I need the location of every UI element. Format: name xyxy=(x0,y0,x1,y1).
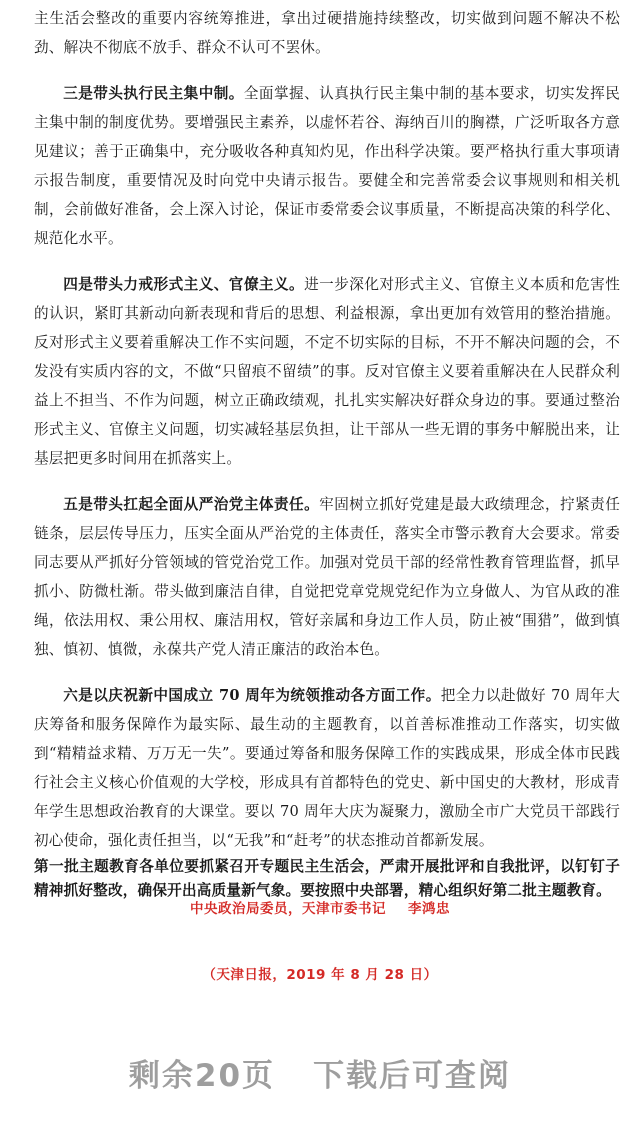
paragraph-continued: 主生活会整改的重要内容统筹推进，拿出过硬措施持续整改，切实做到问题不解决不松劲、解决不彻底不放手、群众不认可不罢休。 xyxy=(34,10,620,56)
paragraph-heading: 五是带头扛起全面从严治党主体责任。 xyxy=(63,496,320,513)
paragraph-70th-anniversary xyxy=(34,681,620,855)
paragraph-party-discipline xyxy=(34,490,620,664)
download-banner[interactable] xyxy=(0,1050,640,1095)
paragraph-formalism xyxy=(34,270,620,473)
closing-paragraph: 第一批主题教育各单位要抓紧召开专题民主生活会，严肃开展批评和自我批评，以钉钉子精神抓好整改，确保开出高质量新气象。要按照中央部署，精心组织好第二批主题教育。 xyxy=(34,858,620,899)
remaining-pages-label: 剩余20页 xyxy=(128,1058,276,1094)
paragraph-heading: 四是带头力戒形式主义、官僚主义。 xyxy=(63,276,305,293)
paragraph-heading: 六是以庆祝新中国成立 70 周年为统领推动各方面工作。 xyxy=(63,687,441,704)
paragraph-text: 进一步深化对形式主义、官僚主义本质和危害性的认识，紧盯其新动向新表现和背后的思想、利益根源，拿出更加有效管用的整治措施。反对形式主义要着重解决工作不实问题，不定不切实际的目标，不开不解决问题的会，不发没有实质内容的文，不做“只留痕不留绩”的事。反对官僚主义要着重解决在人民群众利益上不担当、不作为问题，树立正确政绩观，扎扎实实解决好群众身边的事。要通过整治形式主义、官僚主义问题，切实减轻基层负担，让干部从一些无谓的事务中解脱出来，让基层把更多时间用在抓落实上。 xyxy=(34,276,621,467)
document-body xyxy=(34,4,620,903)
paragraph-heading: 三是带头执行民主集中制。 xyxy=(63,85,244,102)
author-name: 李鸿忠 xyxy=(408,901,450,917)
download-to-view-label[interactable]: 下载后可查阅 xyxy=(313,1058,512,1094)
paragraph-text: 把全力以赴做好 70 周年大庆筹备和服务保障作为最实际、最生动的主题教育，以首善标准推动工作落实，切实做到“精精益求精、万万无一失”。要通过筹备和服务保障工作的实践成果，形成全体市民践行社会主义核心价值观的大学校，形成具有首都特色的党史、新中国史的大教材，形成青年学生思想政治教育的大课堂。要以 70 周年大庆为凝聚力，激励全市广大党员干部践行初心使命，强化责任担当，以“无我”和“赶考”的状态推动首都新发展。 xyxy=(34,687,620,849)
paragraph-democratic-centralism xyxy=(34,79,620,253)
author-signature xyxy=(0,897,640,917)
paragraph-text: 全面掌握、认真执行民主集中制的基本要求，切实发挥民主集中制的制度优势。要增强民主素养，以虚怀若谷、海纳百川的胸襟，广泛听取各方意见建议；善于正确集中，充分吸收各种真知灼见，作出科学决策。要严格执行重大事项请示报告制度，重要情况及时向党中央请示报告。要健全和完善常委会议事规则和相关机制，会前做好准备，会上深入讨论，保证市委常委会议事质量，不断提高决策的科学化、规范化水平。 xyxy=(34,85,620,247)
source-citation: （天津日报，2019 年 8 月 28 日） xyxy=(202,967,438,983)
paragraph-text: 牢固树立抓好党建是最大政绩理念，拧紧责任链条，层层传导压力，压实全面从严治党的主体责任，落实全市警示教育大会要求。常委同志要从严抓好分管领域的管党治党工作。加强对党员干部的经常性教育管理监督，抓早抓小、防微杜渐。带头做到廉洁自律，自觉把党章党规党纪作为立身做人、为官从政的准绳，依法用权、秉公用权、廉洁用权，管好亲属和身边工作人员，防止被“围猎”，做到慎独、慎初、慎微，永葆共产党人清正廉洁的政治本色。 xyxy=(34,496,620,658)
author-title: 中央政治局委员，天津市委书记 xyxy=(190,901,386,917)
